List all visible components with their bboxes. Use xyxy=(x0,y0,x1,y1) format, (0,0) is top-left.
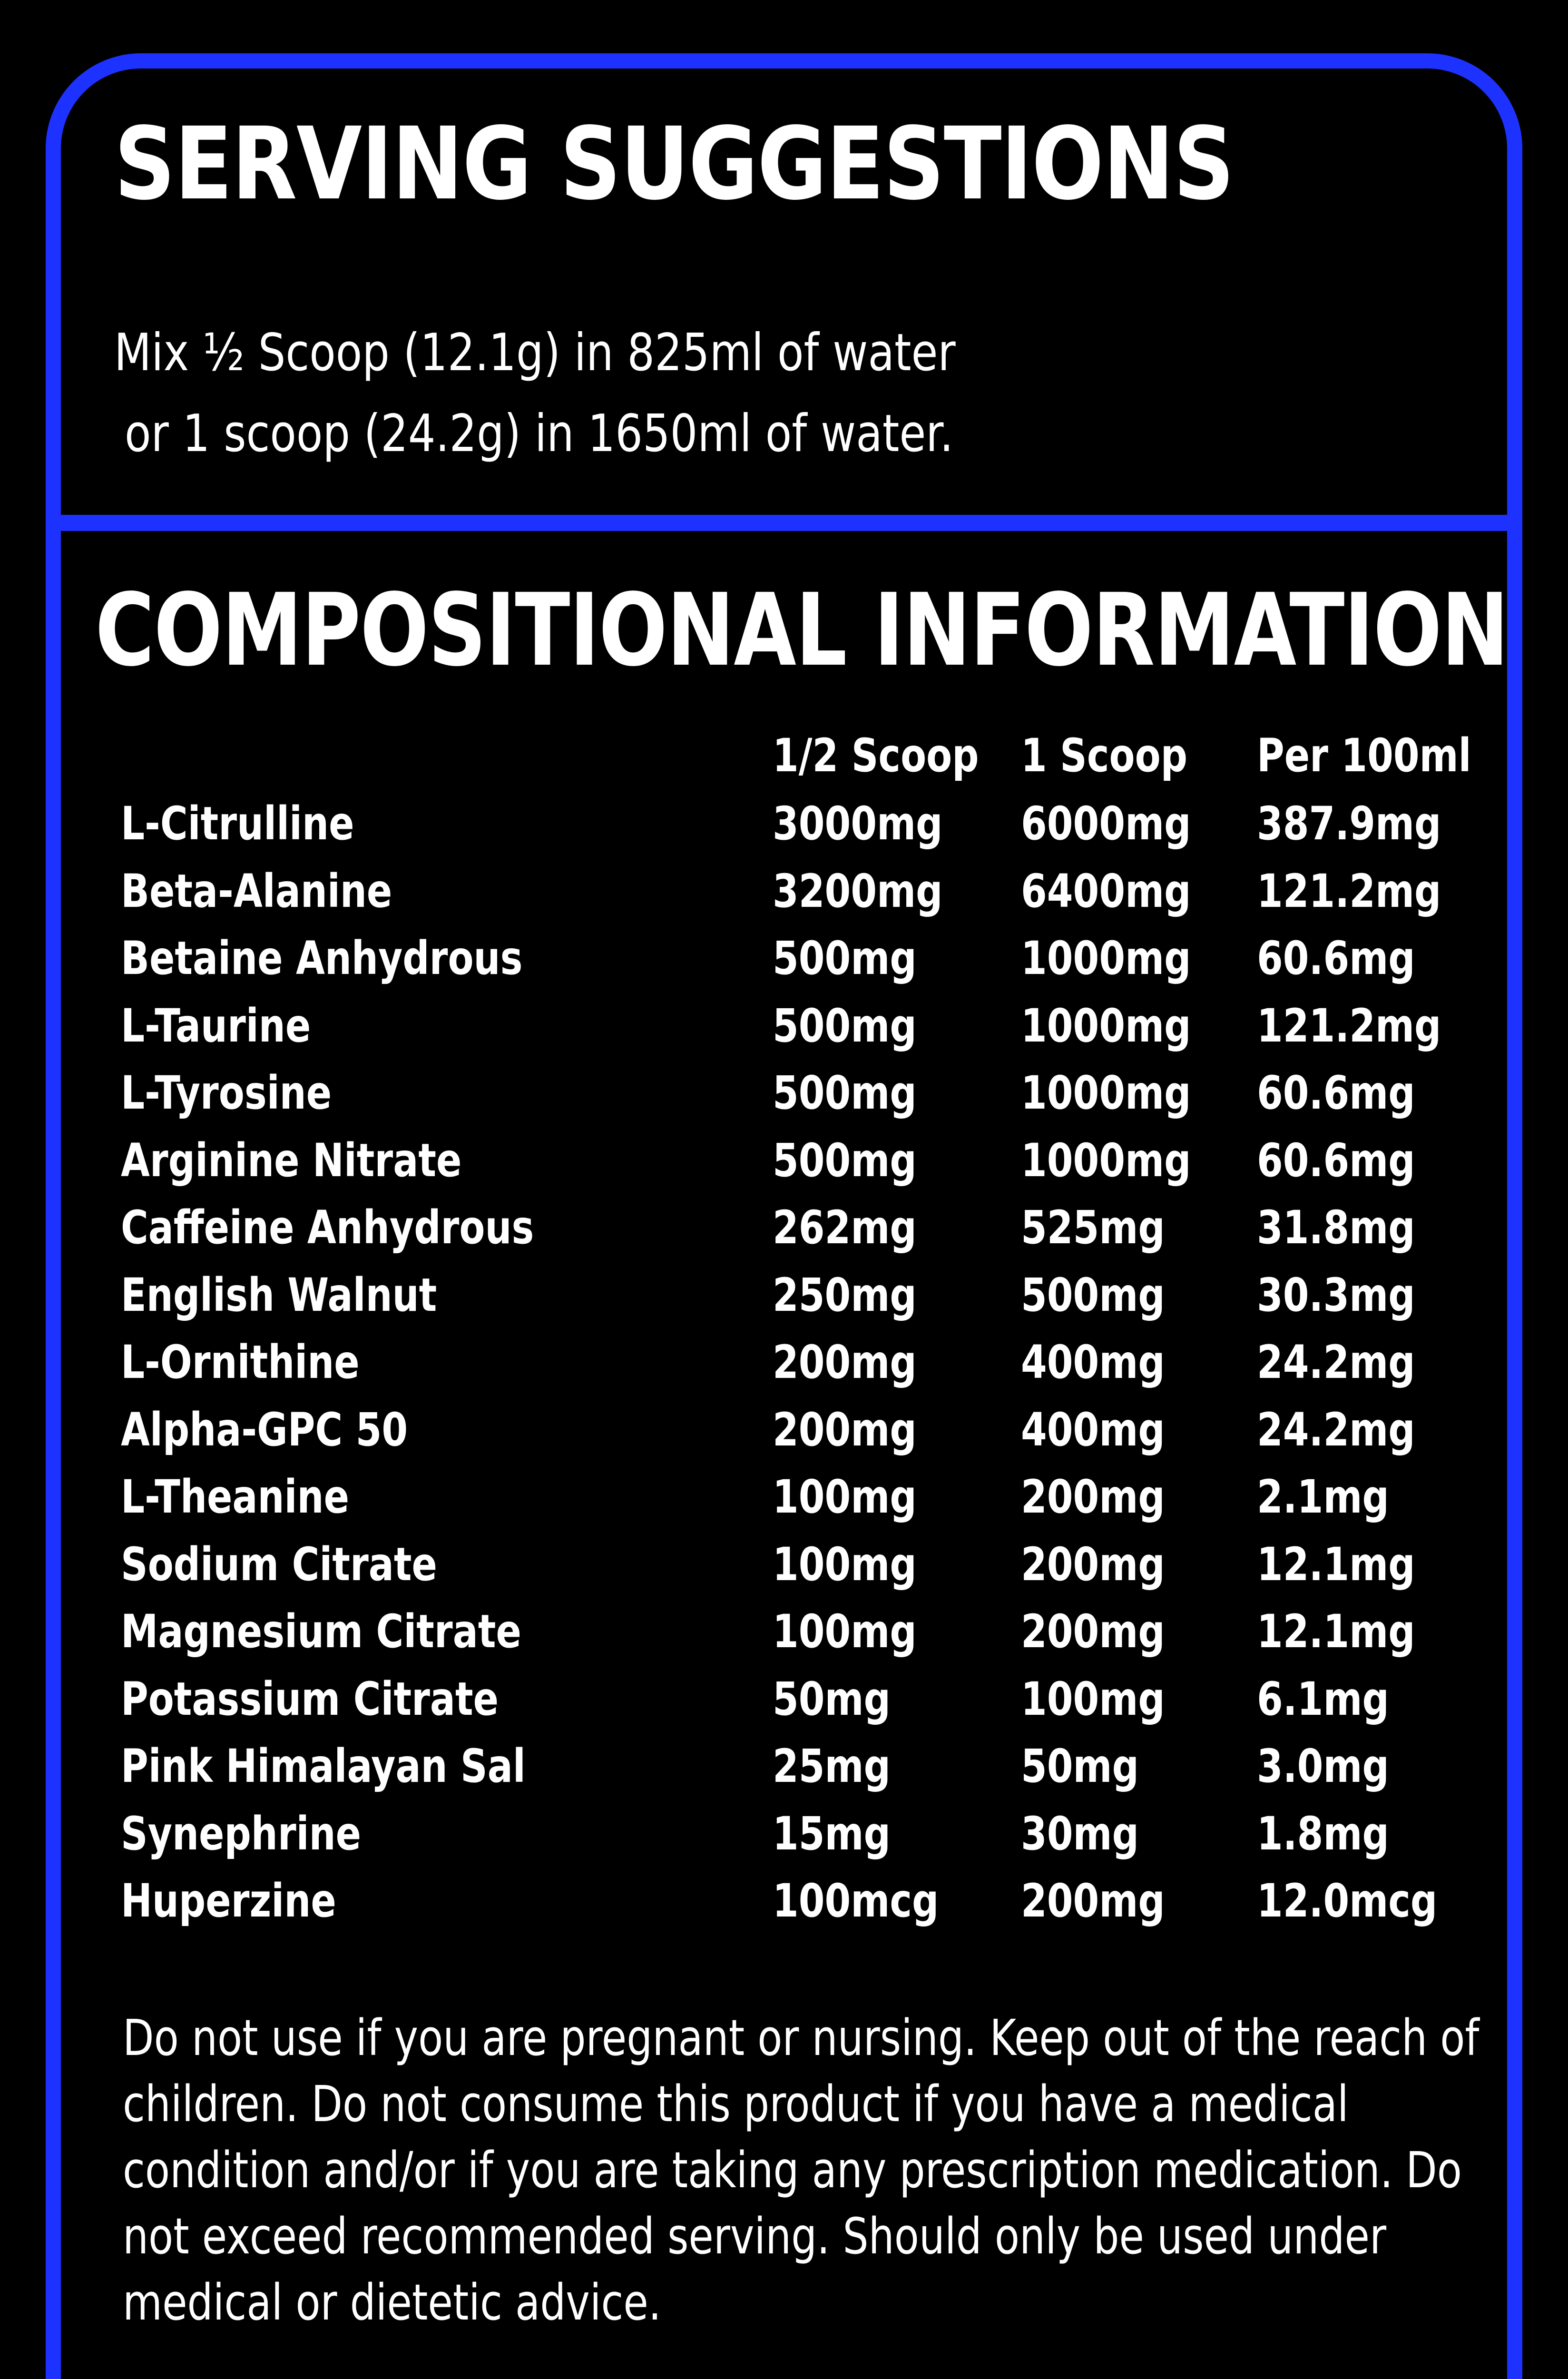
per-100ml-value: 24.2mg xyxy=(1257,1336,1415,1389)
one-scoop-value: 1000mg xyxy=(1021,1134,1191,1187)
per-100ml-value: 24.2mg xyxy=(1257,1403,1415,1456)
ingredient-name: Betaine Anhydrous xyxy=(121,932,523,985)
half-scoop-value: 200mg xyxy=(773,1403,917,1456)
per-100ml-value: 60.6mg xyxy=(1257,932,1415,985)
per-100ml-value: 6.1mg xyxy=(1257,1672,1389,1726)
column-header-per-100ml: Per 100ml xyxy=(1257,729,1471,782)
serving-instruction-full: or 1 scoop (24.2g) in 1650ml of water. xyxy=(125,404,954,463)
half-scoop-value: 200mg xyxy=(773,1336,917,1389)
warning-line: not exceed recommended serving. Should only be used under xyxy=(123,2207,1387,2265)
serving-instruction-half: Mix ½ Scoop (12.1g) in 825ml of water xyxy=(114,323,956,383)
half-scoop-value: 250mg xyxy=(773,1268,917,1322)
half-scoop-value: 100mg xyxy=(773,1538,917,1591)
warning-text xyxy=(123,2005,1479,2336)
one-scoop-value: 500mg xyxy=(1021,1268,1165,1322)
one-scoop-value: 100mg xyxy=(1021,1672,1165,1726)
one-scoop-value: 200mg xyxy=(1021,1538,1165,1591)
per-100ml-value: 3.0mg xyxy=(1257,1740,1389,1793)
warning-line: medical or dietetic advice. xyxy=(123,2273,662,2331)
half-scoop-value: 15mg xyxy=(773,1807,891,1860)
one-scoop-value: 1000mg xyxy=(1021,932,1191,985)
half-scoop-value: 500mg xyxy=(773,1066,917,1120)
half-scoop-value: 262mg xyxy=(773,1201,917,1254)
one-scoop-value: 525mg xyxy=(1021,1201,1165,1254)
one-scoop-value: 1000mg xyxy=(1021,1066,1191,1120)
half-scoop-value: 100mg xyxy=(773,1605,917,1658)
serving-suggestions-title: SERVING SUGGESTIONS xyxy=(114,106,1234,222)
ingredient-name: Huperzine xyxy=(121,1874,336,1927)
column-header-one-scoop: 1 Scoop xyxy=(1021,729,1188,782)
ingredient-name: Pink Himalayan Sal xyxy=(121,1740,526,1793)
one-scoop-value: 400mg xyxy=(1021,1336,1165,1389)
ingredient-name: Alpha-GPC 50 xyxy=(121,1403,408,1456)
ingredient-name: L-Citrulline xyxy=(121,797,354,850)
ingredient-name: Arginine Nitrate xyxy=(121,1134,462,1187)
per-100ml-value: 2.1mg xyxy=(1257,1470,1389,1524)
ingredient-name: L-Ornithine xyxy=(121,1336,360,1389)
per-100ml-value: 30.3mg xyxy=(1257,1268,1415,1322)
half-scoop-value: 500mg xyxy=(773,999,917,1052)
ingredient-name: English Walnut xyxy=(121,1268,437,1322)
warning-line: children. Do not consume this product if you have a medical xyxy=(123,2075,1349,2133)
one-scoop-value: 200mg xyxy=(1021,1605,1165,1658)
one-scoop-value: 50mg xyxy=(1021,1740,1139,1793)
half-scoop-value: 3200mg xyxy=(773,865,943,918)
ingredient-name: L-Taurine xyxy=(121,999,311,1052)
per-100ml-value: 12.0mcg xyxy=(1257,1874,1438,1927)
ingredient-name: Synephrine xyxy=(121,1807,362,1860)
half-scoop-value: 50mg xyxy=(773,1672,891,1726)
per-100ml-value: 12.1mg xyxy=(1257,1605,1415,1658)
column-header-half-scoop: 1/2 Scoop xyxy=(773,729,979,782)
per-100ml-value: 1.8mg xyxy=(1257,1807,1389,1860)
ingredient-name: Sodium Citrate xyxy=(121,1538,437,1591)
per-100ml-value: 60.6mg xyxy=(1257,1134,1415,1187)
one-scoop-value: 6000mg xyxy=(1021,797,1191,850)
one-scoop-value: 400mg xyxy=(1021,1403,1165,1456)
section-divider xyxy=(53,515,1515,531)
half-scoop-value: 100mg xyxy=(773,1470,917,1524)
per-100ml-value: 121.2mg xyxy=(1257,865,1441,918)
one-scoop-value: 6400mg xyxy=(1021,865,1191,918)
warning-line: Do not use if you are pregnant or nursing. Keep out of the reach of xyxy=(123,2009,1480,2067)
ingredient-name: Caffeine Anhydrous xyxy=(121,1201,534,1254)
one-scoop-value: 30mg xyxy=(1021,1807,1139,1860)
ingredient-name: Beta-Alanine xyxy=(121,865,392,918)
half-scoop-value: 500mg xyxy=(773,932,917,985)
ingredient-name: L-Tyrosine xyxy=(121,1066,332,1120)
per-100ml-value: 60.6mg xyxy=(1257,1066,1415,1120)
half-scoop-value: 25mg xyxy=(773,1740,891,1793)
half-scoop-value: 3000mg xyxy=(773,797,943,850)
ingredient-name: Magnesium Citrate xyxy=(121,1605,521,1658)
one-scoop-value: 200mg xyxy=(1021,1874,1165,1927)
half-scoop-value: 100mcg xyxy=(773,1874,939,1927)
compositional-information-title: COMPOSITIONAL INFORMATION xyxy=(95,572,1509,688)
ingredient-name: Potassium Citrate xyxy=(121,1672,499,1726)
per-100ml-value: 12.1mg xyxy=(1257,1538,1415,1591)
per-100ml-value: 31.8mg xyxy=(1257,1201,1415,1254)
one-scoop-value: 1000mg xyxy=(1021,999,1191,1052)
per-100ml-value: 387.9mg xyxy=(1257,797,1441,850)
ingredient-name: L-Theanine xyxy=(121,1470,349,1524)
warning-line: condition and/or if you are taking any prescription medication. Do xyxy=(123,2141,1462,2199)
per-100ml-value: 121.2mg xyxy=(1257,999,1441,1052)
one-scoop-value: 200mg xyxy=(1021,1470,1165,1524)
half-scoop-value: 500mg xyxy=(773,1134,917,1187)
